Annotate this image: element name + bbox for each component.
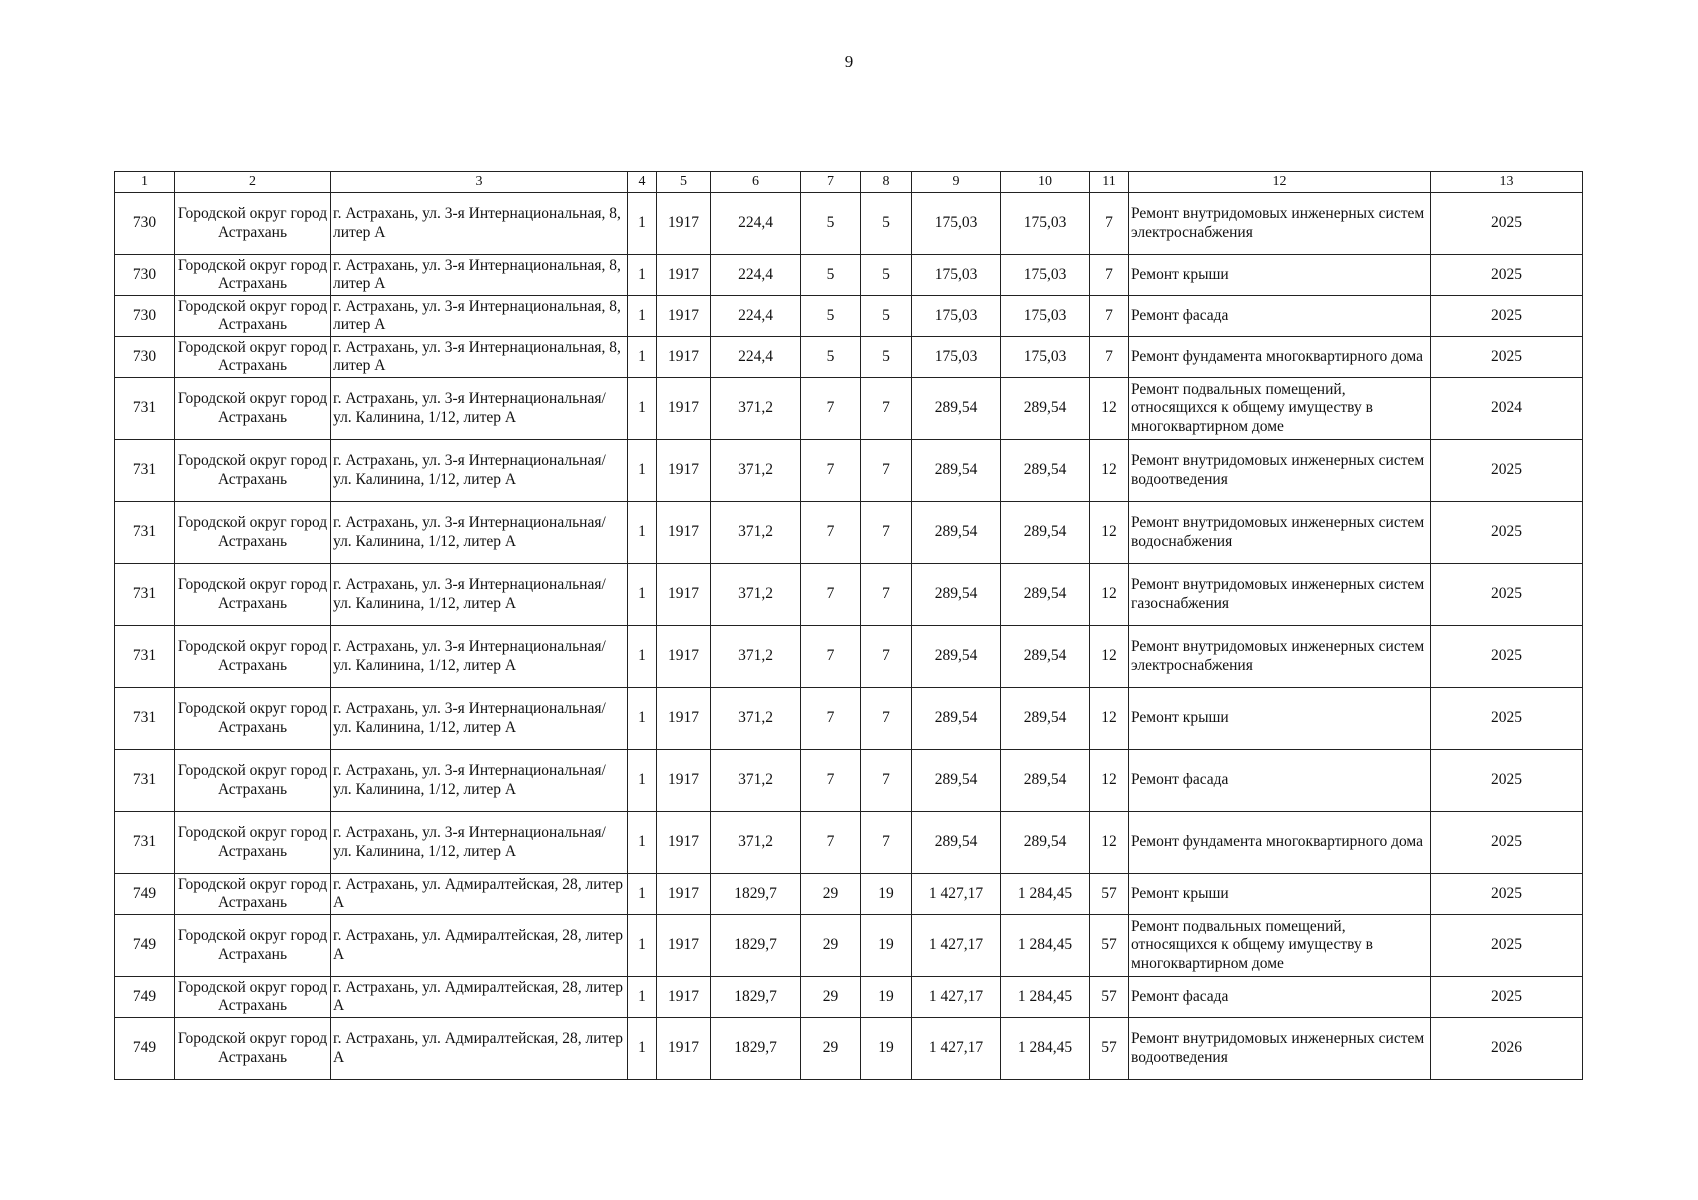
cell-total-area: 224,4 — [711, 255, 801, 296]
cell-construction-year: 1917 — [657, 296, 711, 337]
cell-address: г. Астрахань, ул. Адмиралтейская, 28, литер А — [331, 874, 628, 915]
cell-address: г. Астрахань, ул. 3-я Интернациональная, 8, литер А — [331, 255, 628, 296]
table-row — [115, 812, 1583, 874]
cell-total-area: 1829,7 — [711, 977, 801, 1018]
cell-residential-area: 289,54 — [912, 626, 1001, 688]
cell-building-count: 1 — [628, 378, 657, 440]
cell-repair-type: Ремонт внутридомовых инженерных систем электроснабжения — [1129, 193, 1431, 255]
cell-row-id: 731 — [115, 626, 175, 688]
column-header-5: 5 — [657, 172, 711, 193]
cell-planned-year: 2025 — [1431, 296, 1583, 337]
cell-address: г. Астрахань, ул. 3-я Интернациональная/ ул. Калинина, 1/12, литер А — [331, 440, 628, 502]
cell-residents: 57 — [1090, 977, 1129, 1018]
table-row — [115, 564, 1583, 626]
cell-apartments-total: 7 — [801, 626, 861, 688]
cell-residential-area: 1 427,17 — [912, 874, 1001, 915]
cell-apartments-total: 7 — [801, 564, 861, 626]
table-row — [115, 255, 1583, 296]
cell-planned-year: 2024 — [1431, 378, 1583, 440]
cell-residential-area: 175,03 — [912, 337, 1001, 378]
cell-total-area: 224,4 — [711, 193, 801, 255]
cell-building-count: 1 — [628, 193, 657, 255]
cell-planned-year: 2025 — [1431, 688, 1583, 750]
cell-row-id: 731 — [115, 440, 175, 502]
column-header-13: 13 — [1431, 172, 1583, 193]
cell-planned-year: 2026 — [1431, 1018, 1583, 1080]
cell-building-count: 1 — [628, 688, 657, 750]
cell-owned-area: 289,54 — [1001, 688, 1090, 750]
column-header-4: 4 — [628, 172, 657, 193]
cell-total-area: 371,2 — [711, 750, 801, 812]
cell-building-count: 1 — [628, 1018, 657, 1080]
cell-apartments-residential: 7 — [861, 750, 912, 812]
cell-owned-area: 175,03 — [1001, 337, 1090, 378]
table-row — [115, 626, 1583, 688]
cell-owned-area: 1 284,45 — [1001, 977, 1090, 1018]
cell-total-area: 371,2 — [711, 378, 801, 440]
cell-row-id: 749 — [115, 977, 175, 1018]
cell-apartments-residential: 7 — [861, 812, 912, 874]
table-row — [115, 1018, 1583, 1080]
cell-repair-type: Ремонт внутридомовых инженерных систем электроснабжения — [1129, 626, 1431, 688]
cell-construction-year: 1917 — [657, 750, 711, 812]
cell-residents: 12 — [1090, 626, 1129, 688]
cell-planned-year: 2025 — [1431, 193, 1583, 255]
cell-residential-area: 289,54 — [912, 812, 1001, 874]
table-row — [115, 688, 1583, 750]
cell-construction-year: 1917 — [657, 378, 711, 440]
cell-apartments-total: 5 — [801, 337, 861, 378]
cell-municipality: Городской округ город Астрахань — [175, 255, 331, 296]
cell-planned-year: 2025 — [1431, 564, 1583, 626]
cell-apartments-total: 29 — [801, 915, 861, 977]
cell-building-count: 1 — [628, 502, 657, 564]
cell-total-area: 371,2 — [711, 502, 801, 564]
cell-row-id: 731 — [115, 750, 175, 812]
cell-repair-type: Ремонт крыши — [1129, 255, 1431, 296]
cell-apartments-total: 7 — [801, 502, 861, 564]
cell-repair-type: Ремонт фасада — [1129, 977, 1431, 1018]
cell-repair-type: Ремонт внутридомовых инженерных систем водоотведения — [1129, 1018, 1431, 1080]
cell-owned-area: 175,03 — [1001, 193, 1090, 255]
cell-construction-year: 1917 — [657, 337, 711, 378]
cell-construction-year: 1917 — [657, 874, 711, 915]
cell-apartments-residential: 5 — [861, 255, 912, 296]
cell-planned-year: 2025 — [1431, 255, 1583, 296]
cell-municipality: Городской округ город Астрахань — [175, 874, 331, 915]
cell-residents: 12 — [1090, 378, 1129, 440]
cell-apartments-residential: 5 — [861, 193, 912, 255]
cell-apartments-total: 29 — [801, 1018, 861, 1080]
cell-owned-area: 175,03 — [1001, 296, 1090, 337]
cell-total-area: 371,2 — [711, 440, 801, 502]
cell-apartments-total: 7 — [801, 688, 861, 750]
cell-owned-area: 289,54 — [1001, 750, 1090, 812]
cell-apartments-total: 5 — [801, 193, 861, 255]
cell-row-id: 731 — [115, 812, 175, 874]
column-header-9: 9 — [912, 172, 1001, 193]
cell-row-id: 730 — [115, 255, 175, 296]
cell-residential-area: 289,54 — [912, 750, 1001, 812]
cell-repair-type: Ремонт подвальных помещений, относящихся к общему имуществу в многоквартирном доме — [1129, 915, 1431, 977]
cell-residents: 12 — [1090, 812, 1129, 874]
cell-total-area: 371,2 — [711, 564, 801, 626]
cell-repair-type: Ремонт фундамента многоквартирного дома — [1129, 812, 1431, 874]
column-header-3: 3 — [331, 172, 628, 193]
column-header-1: 1 — [115, 172, 175, 193]
table-row — [115, 977, 1583, 1018]
cell-row-id: 730 — [115, 337, 175, 378]
column-header-11: 11 — [1090, 172, 1129, 193]
cell-residential-area: 1 427,17 — [912, 915, 1001, 977]
cell-row-id: 749 — [115, 1018, 175, 1080]
cell-owned-area: 289,54 — [1001, 378, 1090, 440]
cell-repair-type: Ремонт подвальных помещений, относящихся к общему имуществу в многоквартирном доме — [1129, 378, 1431, 440]
cell-residents: 57 — [1090, 874, 1129, 915]
cell-owned-area: 289,54 — [1001, 626, 1090, 688]
cell-municipality: Городской округ город Астрахань — [175, 915, 331, 977]
cell-residents: 57 — [1090, 915, 1129, 977]
cell-planned-year: 2025 — [1431, 977, 1583, 1018]
cell-building-count: 1 — [628, 915, 657, 977]
cell-row-id: 731 — [115, 378, 175, 440]
cell-planned-year: 2025 — [1431, 750, 1583, 812]
cell-building-count: 1 — [628, 440, 657, 502]
cell-row-id: 749 — [115, 915, 175, 977]
cell-total-area: 371,2 — [711, 812, 801, 874]
cell-building-count: 1 — [628, 750, 657, 812]
cell-address: г. Астрахань, ул. 3-я Интернациональная, 8, литер А — [331, 337, 628, 378]
cell-total-area: 1829,7 — [711, 1018, 801, 1080]
cell-residential-area: 289,54 — [912, 378, 1001, 440]
cell-residents: 57 — [1090, 1018, 1129, 1080]
column-header-10: 10 — [1001, 172, 1090, 193]
cell-residents: 12 — [1090, 564, 1129, 626]
table-body — [115, 193, 1583, 1080]
cell-apartments-total: 5 — [801, 296, 861, 337]
cell-residential-area: 289,54 — [912, 502, 1001, 564]
cell-repair-type: Ремонт фундамента многоквартирного дома — [1129, 337, 1431, 378]
cell-repair-type: Ремонт крыши — [1129, 874, 1431, 915]
cell-construction-year: 1917 — [657, 626, 711, 688]
table-row — [115, 378, 1583, 440]
cell-municipality: Городской округ город Астрахань — [175, 378, 331, 440]
cell-repair-type: Ремонт внутридомовых инженерных систем водоотведения — [1129, 440, 1431, 502]
cell-apartments-total: 5 — [801, 255, 861, 296]
table-row — [115, 750, 1583, 812]
cell-apartments-residential: 7 — [861, 502, 912, 564]
cell-municipality: Городской округ город Астрахань — [175, 337, 331, 378]
cell-row-id: 731 — [115, 564, 175, 626]
cell-construction-year: 1917 — [657, 255, 711, 296]
table-row — [115, 440, 1583, 502]
table-row — [115, 874, 1583, 915]
cell-owned-area: 175,03 — [1001, 255, 1090, 296]
cell-residents: 12 — [1090, 440, 1129, 502]
cell-construction-year: 1917 — [657, 502, 711, 564]
cell-construction-year: 1917 — [657, 812, 711, 874]
cell-apartments-residential: 19 — [861, 1018, 912, 1080]
cell-owned-area: 1 284,45 — [1001, 1018, 1090, 1080]
cell-planned-year: 2025 — [1431, 915, 1583, 977]
cell-building-count: 1 — [628, 255, 657, 296]
cell-residential-area: 289,54 — [912, 440, 1001, 502]
cell-row-id: 749 — [115, 874, 175, 915]
cell-total-area: 1829,7 — [711, 874, 801, 915]
cell-owned-area: 289,54 — [1001, 440, 1090, 502]
cell-row-id: 730 — [115, 296, 175, 337]
cell-construction-year: 1917 — [657, 564, 711, 626]
cell-planned-year: 2025 — [1431, 502, 1583, 564]
cell-residents: 12 — [1090, 688, 1129, 750]
cell-apartments-residential: 7 — [861, 688, 912, 750]
cell-residents: 12 — [1090, 750, 1129, 812]
cell-residential-area: 289,54 — [912, 564, 1001, 626]
cell-municipality: Городской округ город Астрахань — [175, 502, 331, 564]
cell-total-area: 371,2 — [711, 626, 801, 688]
cell-address: г. Астрахань, ул. Адмиралтейская, 28, литер А — [331, 1018, 628, 1080]
cell-construction-year: 1917 — [657, 977, 711, 1018]
cell-building-count: 1 — [628, 812, 657, 874]
cell-apartments-residential: 7 — [861, 564, 912, 626]
cell-municipality: Городской округ город Астрахань — [175, 1018, 331, 1080]
cell-address: г. Астрахань, ул. 3-я Интернациональная/ ул. Калинина, 1/12, литер А — [331, 502, 628, 564]
cell-construction-year: 1917 — [657, 193, 711, 255]
cell-apartments-total: 7 — [801, 440, 861, 502]
cell-residents: 7 — [1090, 296, 1129, 337]
cell-apartments-residential: 5 — [861, 296, 912, 337]
cell-address: г. Астрахань, ул. Адмиралтейская, 28, литер А — [331, 915, 628, 977]
cell-municipality: Городской округ город Астрахань — [175, 193, 331, 255]
cell-building-count: 1 — [628, 296, 657, 337]
cell-total-area: 371,2 — [711, 688, 801, 750]
column-header-12: 12 — [1129, 172, 1431, 193]
cell-planned-year: 2025 — [1431, 440, 1583, 502]
cell-residential-area: 1 427,17 — [912, 1018, 1001, 1080]
cell-owned-area: 289,54 — [1001, 502, 1090, 564]
column-header-8: 8 — [861, 172, 912, 193]
cell-repair-type: Ремонт внутридомовых инженерных систем газоснабжения — [1129, 564, 1431, 626]
cell-apartments-total: 29 — [801, 977, 861, 1018]
cell-apartments-residential: 7 — [861, 626, 912, 688]
column-header-2: 2 — [175, 172, 331, 193]
cell-municipality: Городской округ город Астрахань — [175, 688, 331, 750]
cell-owned-area: 1 284,45 — [1001, 915, 1090, 977]
cell-planned-year: 2025 — [1431, 337, 1583, 378]
cell-municipality: Городской округ город Астрахань — [175, 626, 331, 688]
cell-apartments-residential: 19 — [861, 874, 912, 915]
cell-apartments-residential: 7 — [861, 378, 912, 440]
cell-residential-area: 175,03 — [912, 296, 1001, 337]
cell-apartments-total: 29 — [801, 874, 861, 915]
cell-municipality: Городской округ город Астрахань — [175, 977, 331, 1018]
cell-owned-area: 289,54 — [1001, 812, 1090, 874]
cell-construction-year: 1917 — [657, 440, 711, 502]
cell-municipality: Городской округ город Астрахань — [175, 564, 331, 626]
cell-municipality: Городской округ город Астрахань — [175, 812, 331, 874]
column-header-7: 7 — [801, 172, 861, 193]
cell-apartments-total: 7 — [801, 812, 861, 874]
cell-row-id: 730 — [115, 193, 175, 255]
cell-residents: 7 — [1090, 337, 1129, 378]
cell-address: г. Астрахань, ул. 3-я Интернациональная/ ул. Калинина, 1/12, литер А — [331, 688, 628, 750]
table-row — [115, 337, 1583, 378]
table-row — [115, 193, 1583, 255]
cell-building-count: 1 — [628, 337, 657, 378]
cell-address: г. Астрахань, ул. 3-я Интернациональная/ ул. Калинина, 1/12, литер А — [331, 626, 628, 688]
cell-address: г. Астрахань, ул. 3-я Интернациональная, 8, литер А — [331, 296, 628, 337]
cell-total-area: 224,4 — [711, 296, 801, 337]
cell-residents: 12 — [1090, 502, 1129, 564]
page-number: 9 — [844, 52, 854, 71]
cell-building-count: 1 — [628, 626, 657, 688]
cell-apartments-residential: 19 — [861, 977, 912, 1018]
cell-residential-area: 175,03 — [912, 193, 1001, 255]
cell-construction-year: 1917 — [657, 688, 711, 750]
cell-residential-area: 289,54 — [912, 688, 1001, 750]
cell-building-count: 1 — [628, 874, 657, 915]
cell-repair-type: Ремонт внутридомовых инженерных систем водоснабжения — [1129, 502, 1431, 564]
cell-planned-year: 2025 — [1431, 812, 1583, 874]
cell-municipality: Городской округ город Астрахань — [175, 440, 331, 502]
cell-address: г. Астрахань, ул. 3-я Интернациональная/ ул. Калинина, 1/12, литер А — [331, 564, 628, 626]
cell-row-id: 731 — [115, 502, 175, 564]
table-row — [115, 296, 1583, 337]
cell-residents: 7 — [1090, 193, 1129, 255]
cell-building-count: 1 — [628, 977, 657, 1018]
cell-total-area: 1829,7 — [711, 915, 801, 977]
cell-repair-type: Ремонт фасада — [1129, 296, 1431, 337]
cell-address: г. Астрахань, ул. 3-я Интернациональная/ ул. Калинина, 1/12, литер А — [331, 750, 628, 812]
cell-owned-area: 1 284,45 — [1001, 874, 1090, 915]
cell-planned-year: 2025 — [1431, 874, 1583, 915]
cell-repair-type: Ремонт крыши — [1129, 688, 1431, 750]
cell-apartments-residential: 7 — [861, 440, 912, 502]
cell-residential-area: 175,03 — [912, 255, 1001, 296]
cell-residential-area: 1 427,17 — [912, 977, 1001, 1018]
cell-owned-area: 289,54 — [1001, 564, 1090, 626]
cell-row-id: 731 — [115, 688, 175, 750]
cell-repair-type: Ремонт фасада — [1129, 750, 1431, 812]
column-number-header-row — [115, 172, 1583, 193]
cell-construction-year: 1917 — [657, 1018, 711, 1080]
cell-address: г. Астрахань, ул. 3-я Интернациональная/ ул. Калинина, 1/12, литер А — [331, 378, 628, 440]
column-header-6: 6 — [711, 172, 801, 193]
cell-apartments-residential: 19 — [861, 915, 912, 977]
table-row — [115, 915, 1583, 977]
cell-apartments-total: 7 — [801, 378, 861, 440]
cell-total-area: 224,4 — [711, 337, 801, 378]
cell-address: г. Астрахань, ул. 3-я Интернациональная/ ул. Калинина, 1/12, литер А — [331, 812, 628, 874]
cell-apartments-residential: 5 — [861, 337, 912, 378]
cell-address: г. Астрахань, ул. Адмиралтейская, 28, литер А — [331, 977, 628, 1018]
cell-municipality: Городской округ город Астрахань — [175, 296, 331, 337]
cell-residents: 7 — [1090, 255, 1129, 296]
repair-schedule-table — [114, 171, 1583, 1080]
table-row — [115, 502, 1583, 564]
cell-building-count: 1 — [628, 564, 657, 626]
cell-planned-year: 2025 — [1431, 626, 1583, 688]
cell-municipality: Городской округ город Астрахань — [175, 750, 331, 812]
cell-address: г. Астрахань, ул. 3-я Интернациональная, 8, литер А — [331, 193, 628, 255]
cell-construction-year: 1917 — [657, 915, 711, 977]
cell-apartments-total: 7 — [801, 750, 861, 812]
